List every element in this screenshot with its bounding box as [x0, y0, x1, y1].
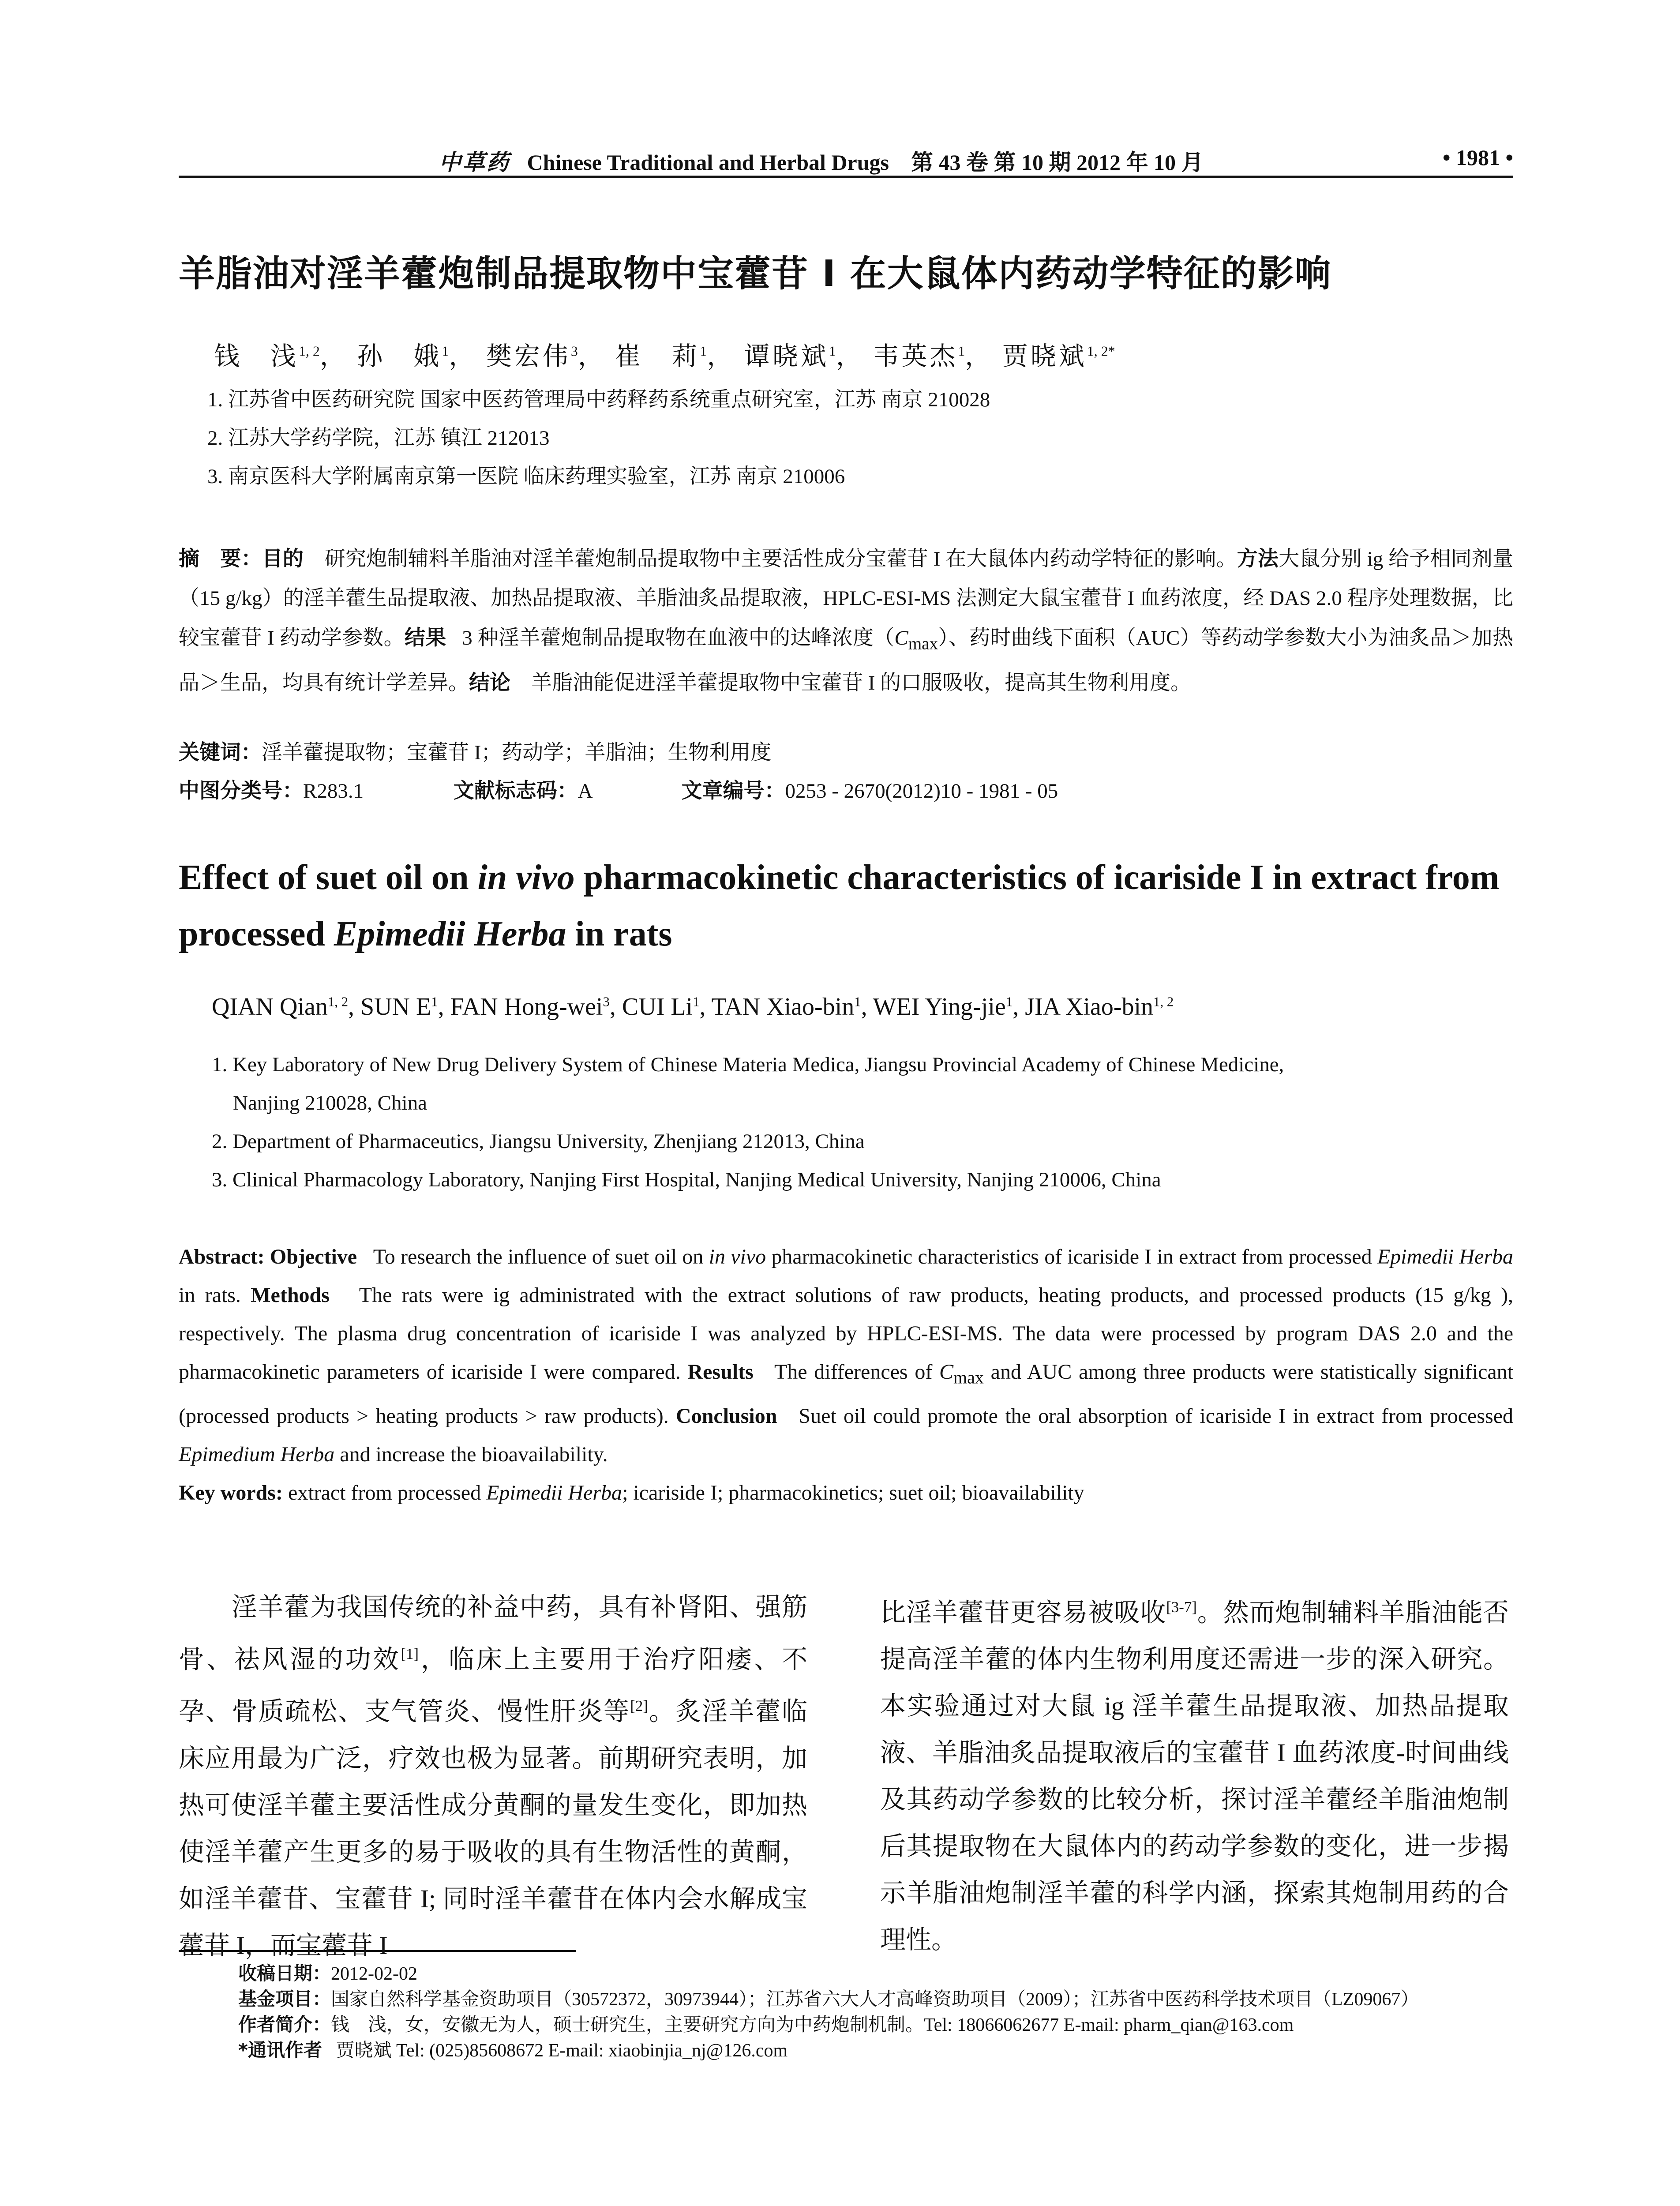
affiliation-cn-3: 3. 南京医科大学附属南京第一医院 临床药理实验室，江苏 南京 210006: [207, 465, 845, 488]
cmax-subscript: max: [908, 634, 938, 653]
results-cn-b: ）、药时曲线下面积（AUC）等药动学参数大小为油炙品＞加热品＞生品，均具有统计学差异。: [179, 627, 1514, 695]
results-cn-a: 3 种淫羊藿炮制品提取物在血液中的达峰浓度（: [462, 627, 895, 649]
author-en: CUI Li$^1$: [622, 993, 700, 1020]
footnote-corresponding: *通讯作者 贾晓斌 Tel: (025)85608672 E-mail: xiaobinjia_nj@126.com: [238, 2039, 788, 2061]
abstract-en-label: Abstract: Objective: [179, 1245, 357, 1268]
running-header: [179, 140, 1513, 178]
author-en: FAN Hong-wei$^3$: [450, 993, 610, 1020]
abstract-cn: [179, 539, 1513, 703]
journal-line: [439, 145, 1203, 176]
article-number-value: 0253 - 2670(2012)10 - 1981 - 05: [785, 780, 1058, 803]
methods-cn: 大鼠分别 ig 给予相同剂量（15 g/kg）的淫羊藿生品提取液、加热品提取液、羊脂油炙品提取液，HPLC-ESI-MS 法测定大鼠宝藿苷 I 血药浓度，经 DAS 2.0 程序处理数据，比较宝藿苷 I 药动学参数。: [179, 548, 1514, 649]
citation-1[interactable]: [1]: [401, 1645, 419, 1662]
abstract-cn-label: 摘 要：: [179, 547, 262, 571]
abstract-en: Abstract: Objective To research the influence of suet oil on in vivo pharmacokinetic characteristics of icariside I in extract from processed Epimedii Herba in rats. Methods The rats were ig administrated with the extract solutions of raw products, heating products, and processed products (15 g/kg ), respectively. The plasma drug concentration of icariside I was analyzed by HPLC-ESI-MS. The data were processed by program DAS 2.0 and the pharmacokinetic parameters of icariside I were compared. Results The differences of $C_{max}$ and AUC among three products were statistically significant (processed products > heating products > raw products). Conclusion Suet oil could promote the oral absorption of icariside I in extract from processed Epimedium Herba and increase the bioavailability. Key words: extract from processed Epimedii Herba; icariside I; pharmacokinetics; suet oil; bioavailability: [179, 1238, 1513, 1512]
affiliation-en-2: 2. Department of Pharmaceutics, Jiangsu University, Zhenjiang 212013, China: [212, 1130, 865, 1153]
affiliation-cn-2: 2. 江苏大学药学院，江苏 镇江 212013: [207, 427, 550, 450]
affiliation-cn-1: 1. 江苏省中医药研究院 国家中医药管理局中药释药系统重点研究室，江苏 南京 210028: [207, 388, 990, 411]
author-cn: 樊宏伟$^3$: [486, 342, 578, 371]
doc-code-label: 文献标志码：: [453, 779, 578, 803]
author-cn: 贾晓斌$^{1, 2*}$: [1002, 342, 1115, 371]
title-cn: 羊脂油对淫羊藿炮制品提取物中宝藿苷 I 在大鼠体内药动学特征的影响: [179, 253, 1332, 295]
journal-name: Chinese Traditional and Herbal Drugs: [527, 150, 889, 175]
classification-line: [179, 774, 1058, 804]
journal-brand: 中草药: [439, 150, 510, 175]
conclusion-cn-label: 结论: [469, 671, 510, 695]
cmax-symbol: C: [894, 627, 908, 649]
author-cn: 谭晓斌$^1$: [744, 342, 836, 371]
title-en: Effect of suet oil on in vivo pharmacokinetic characteristics of icariside I in extract from processed Epimedii Herba in rats: [179, 858, 1500, 953]
author-en: QIAN Qian$^{1, 2}$: [212, 993, 349, 1020]
page-number: • 1981 •: [1442, 145, 1513, 170]
objective-cn-label: 目的: [262, 547, 304, 571]
body-column-left: 淫羊藿为我国传统的补益中药，具有补肾阳、强筋骨、祛风湿的功效[1]，临床上主要用于治疗阳痿、不孕、骨质疏松、支气管炎、慢性肝炎等[2]。炙淫羊藿临床应用最为广泛，疗效也极为显著。前期研究表明，加热可使淫羊藿主要活性成分黄酮的量发生变化，即加热使淫羊藿产生更多的易于吸收的具有生物活性的黄酮，如淫羊藿苷、宝藿苷 I; 同时淫羊藿苷在体内会水解成宝藿苷 I，而宝藿苷 I: [179, 1593, 807, 1960]
author-en: WEI Ying-jie$^1$: [873, 993, 1013, 1020]
methods-en-label: Methods: [251, 1283, 330, 1307]
keywords-en-label: Key words:: [179, 1481, 283, 1504]
author-cn: 钱 浅$^{1, 2}$: [214, 342, 320, 371]
conclusion-cn: 羊脂油能促进淫羊藿提取物中宝藿苷 I 的口服吸收，提高其生物利用度。: [531, 672, 1192, 695]
citation-3-7[interactable]: [3-7]: [1166, 1598, 1197, 1616]
authors-cn: 钱 浅$^{1, 2}$， 孙 娥$^1$， 樊宏伟$^3$， 崔 莉$^1$， 谭晓斌$^1$， 韦英杰$^1$， 贾晓斌$^{1, 2*}$: [214, 342, 1115, 371]
affiliation-en-3: 3. Clinical Pharmacology Laboratory, Nanjing First Hospital, Nanjing Medical University, Nanjing 210006, China: [212, 1168, 1161, 1191]
body-column-right: 比淫羊藿苷更容易被吸收[3-7]。然而炮制辅料羊脂油能否提高淫羊藿的体内生物利用度还需进一步的深入研究。本实验通过对大鼠 ig 淫羊藿生品提取液、加热品提取液、羊脂油炙品提取液后的宝藿苷 I 血药浓度-时间曲线及其药动学参数的比较分析，探讨淫羊藿经羊脂油炮制后其提取物在大鼠体内的药动学参数的变化，进一步揭示羊脂油炮制淫羊藿的科学内涵，探索其炮制用药的合理性。: [880, 1598, 1509, 1955]
footnote-fund: 基金项目：国家自然科学基金资助项目（30572372，30973944）；江苏省六大人才高峰资助项目（2009）；江苏省中医药科学技术项目（LZ09067）: [238, 1988, 1419, 2010]
author-cn: 孙 娥$^1$: [357, 342, 449, 371]
clc-value: R283.1: [303, 780, 364, 803]
results-en-label: Results: [687, 1360, 754, 1384]
footnote-author-bio: 作者简介：钱 浅，女，安徽无为人，硕士研究生，主要研究方向为中药炮制机制。Tel: 18066062677 E-mail: pharm_qian@163.com: [238, 2014, 1294, 2035]
methods-cn-label: 方法: [1237, 547, 1279, 571]
affiliation-en-1-cont: Nanjing 210028, China: [233, 1092, 427, 1114]
conclusion-en-label: Conclusion: [676, 1404, 777, 1428]
article-number-label: 文章编号：: [681, 779, 785, 803]
author-cn: 崔 莉$^1$: [615, 342, 707, 371]
footnote-divider: [179, 1950, 576, 1952]
affiliation-en-1: 1. Key Laboratory of New Drug Delivery System of Chinese Materia Medica, Jiangsu Provincial Academy of Chinese Medicine,: [212, 1053, 1284, 1076]
keywords-en: Key words: extract from processed Epimedii Herba; icariside I; pharmacokinetics; suet oil; bioavailability: [179, 1481, 1084, 1504]
keywords-cn: [179, 736, 771, 765]
keywords-cn-text: 淫羊藿提取物；宝藿苷 I；药动学；羊脂油；生物利用度: [262, 741, 772, 764]
authors-en: QIAN Qian$^{1, 2}$, SUN $E^1$, FAN Hong-wei$^3$, CUI Li$^1$, TAN Xiao-bin$^1$, WEI Ying-jie$^1$, JIA Xiao-bin$^{1, 2}$: [212, 993, 1174, 1020]
objective-cn: 研究炮制辅料羊脂油对淫羊藿炮制品提取物中主要活性成分宝藿苷 I 在大鼠体内药动学特征的影响。: [324, 548, 1237, 570]
author-cn: 韦英杰$^1$: [873, 342, 965, 371]
footnote-received: 收稿日期：2012-02-02: [238, 1962, 417, 1984]
results-cn-label: 结果: [404, 626, 446, 650]
author-en: SUN $E^1$: [360, 993, 438, 1020]
affiliations-en: [212, 1046, 1513, 1199]
doc-code-value: A: [578, 780, 592, 803]
journal-issue: 第 43 卷 第 10 期 2012 年 10 月: [911, 150, 1204, 175]
author-en: JIA Xiao-bin$^{1, 2}$: [1025, 993, 1174, 1020]
citation-2[interactable]: [2]: [630, 1697, 648, 1715]
author-en: TAN Xiao-bin$^1$: [711, 993, 861, 1020]
clc-label: 中图分类号：: [179, 779, 303, 803]
keywords-cn-label: 关键词：: [179, 740, 262, 765]
